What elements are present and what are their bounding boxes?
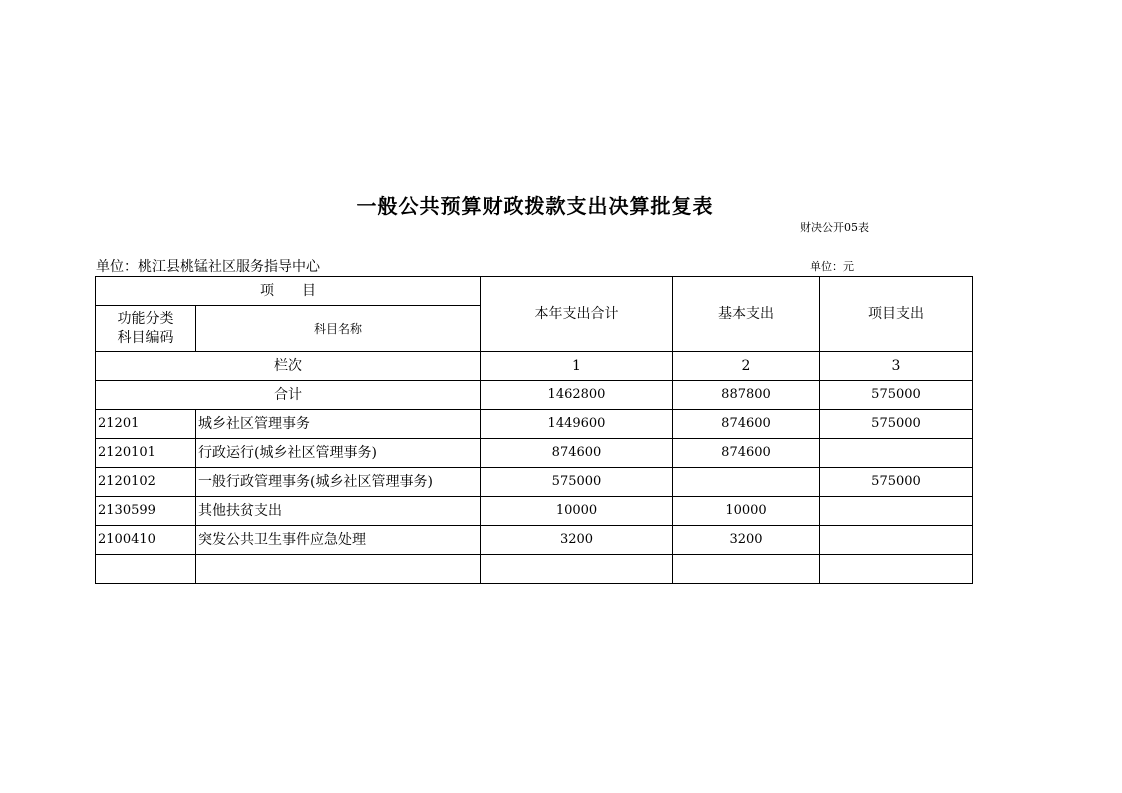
row-basic: 874600 [673,410,820,439]
table-row [96,526,973,555]
header-total-col: 本年支出合计 [481,277,673,352]
table-row [96,468,973,497]
row-project [820,526,973,555]
row-basic: 874600 [673,439,820,468]
row-project [820,439,973,468]
row-total: 1449600 [481,410,673,439]
row-code: 2100410 [96,526,196,555]
row-total: 575000 [481,468,673,497]
row-total: 874600 [481,439,673,468]
table-row [96,410,973,439]
header-subject-name: 科目名称 [196,306,481,352]
row-total [481,555,673,584]
row-total: 10000 [481,497,673,526]
row-code: 21201 [96,410,196,439]
row-basic [673,555,820,584]
row-name: 城乡社区管理事务 [196,410,481,439]
currency-label: 单位：元 [810,260,854,273]
row-name [196,555,481,584]
table-row [96,439,973,468]
row-project [820,555,973,584]
header-basic-col: 基本支出 [673,277,820,352]
row-total: 3200 [481,526,673,555]
row-basic: 10000 [673,497,820,526]
row-project: 575000 [820,410,973,439]
row-project: 575000 [820,468,973,497]
row-code [96,555,196,584]
row-code: 2130599 [96,497,196,526]
form-code: 财决公开05表 [800,221,869,234]
page-title: 一般公共预算财政拨款支出决算批复表 [356,194,714,218]
row-name: 突发公共卫生事件应急处理 [196,526,481,555]
row-name: 行政运行(城乡社区管理事务) [196,439,481,468]
col-index-3: 3 [820,352,973,381]
header-project-col: 项目支出 [820,277,973,352]
total-label: 合计 [96,381,481,410]
unit-label: 单位：桃江县桃锰社区服务指导中心 [96,259,320,275]
header-func-code: 功能分类 科目编码 [96,306,196,352]
row-code: 2120101 [96,439,196,468]
row-name: 其他扶贫支出 [196,497,481,526]
total-basic: 887800 [673,381,820,410]
budget-table [95,276,973,584]
total-row [96,381,973,410]
header-item: 项 目 [96,277,481,306]
total-sum: 1462800 [481,381,673,410]
row-basic [673,468,820,497]
col-index-1: 1 [481,352,673,381]
row-code: 2120102 [96,468,196,497]
row-basic: 3200 [673,526,820,555]
col-index-2: 2 [673,352,820,381]
row-name: 一般行政管理事务(城乡社区管理事务) [196,468,481,497]
row-index-label: 栏次 [96,352,481,381]
table-row [96,555,973,584]
table-row [96,497,973,526]
row-project [820,497,973,526]
total-project: 575000 [820,381,973,410]
